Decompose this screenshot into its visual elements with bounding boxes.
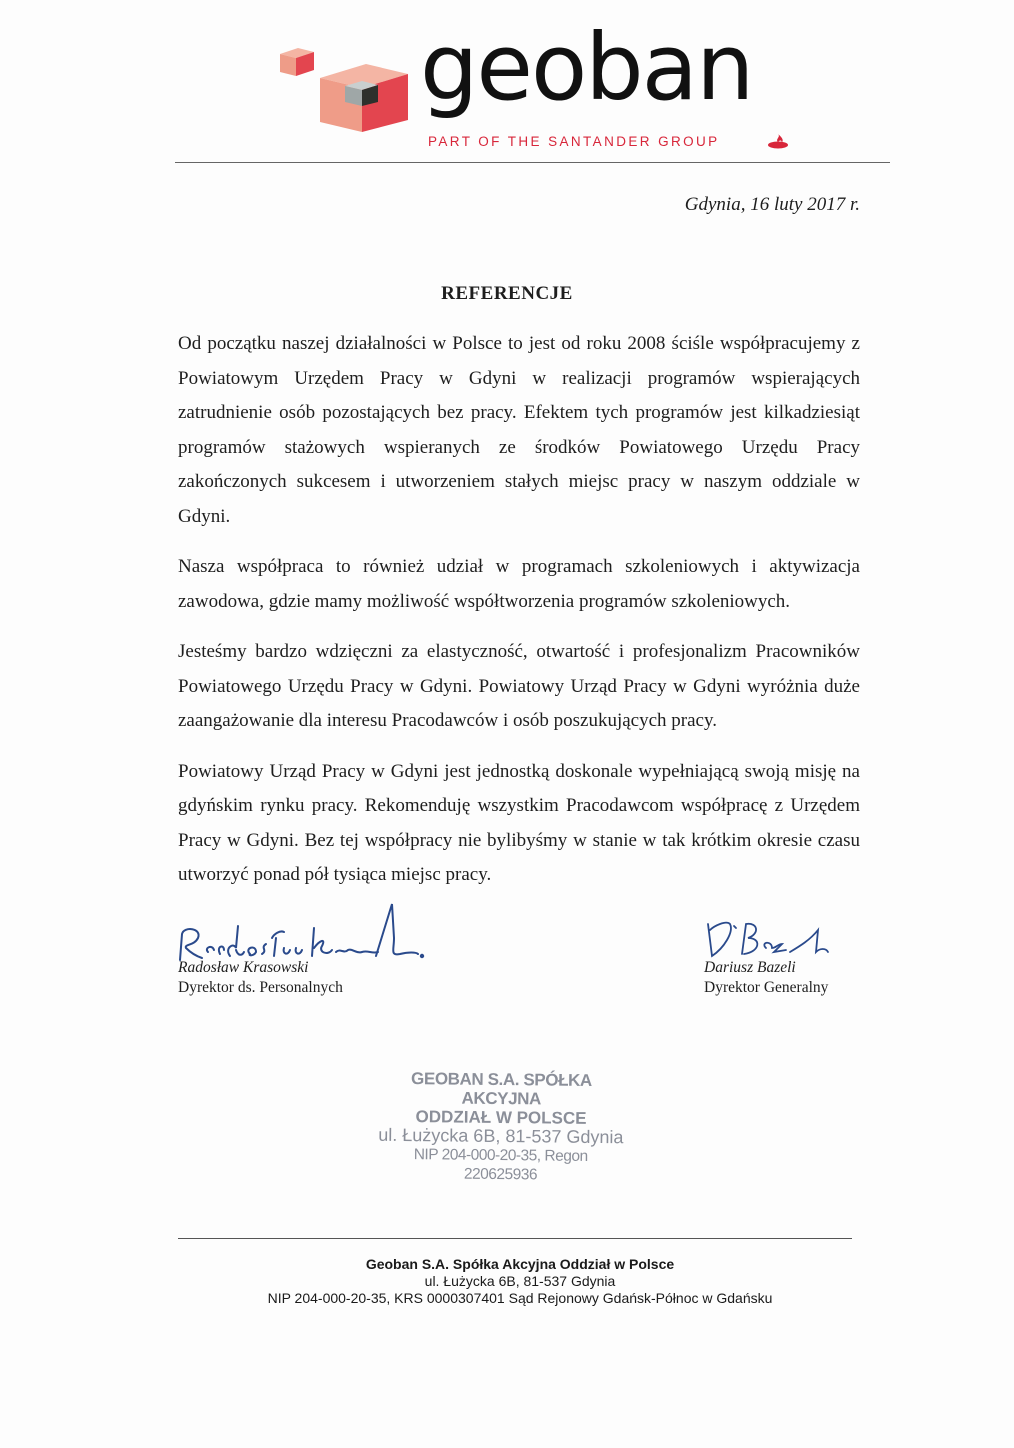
footer xyxy=(0,1256,1014,1307)
cubes-logo-icon xyxy=(270,36,410,136)
signature-bazeli xyxy=(700,918,850,960)
stamp-line: ul. Łużycka 6B, 81-537 Gdynia xyxy=(378,1124,624,1148)
company-stamp xyxy=(375,1069,626,1186)
logo-tagline: PART OF THE SANTANDER GROUP xyxy=(428,134,720,149)
signatory-name: Radosław Krasowski xyxy=(178,959,309,976)
signatory-role: Dyrektor ds. Personalnych xyxy=(178,979,343,996)
footer-registration: NIP 204-000-20-35, KRS 0000307401 Sąd Rejonowy Gdańsk-Północ w Gdańsku xyxy=(267,1290,773,1306)
document-title: REFERENCJE xyxy=(441,283,573,304)
paragraph: Jesteśmy bardzo wdzięczni za elastyczność, otwartość i profesjonalizm Pracowników Powiatowego Urzędu Pracy w Gdyni. Powiatowy Urząd Pracy w Gdyni wyróżnia duże zaangażowanie dla interesu Pracodawców i osób poszukujących pracy. xyxy=(178,641,860,731)
signatory-name: Dariusz Bazeli xyxy=(704,959,796,976)
santander-flame-icon xyxy=(767,133,789,149)
stamp-line: GEOBAN S.A. SPÓŁKA AKCYJNA xyxy=(411,1069,592,1109)
footer-address: ul. Łużycka 6B, 81-537 Gdynia xyxy=(424,1273,616,1289)
stamp-line: ODDZIAŁ W POLSCE xyxy=(415,1107,587,1128)
paragraph: Nasza współpraca to również udział w programach szkoleniowych i aktywizacja zawodowa, gdzie mamy możliwość współtworzenia programów szkoleniowych. xyxy=(178,556,860,612)
paragraph: Od początku naszej działalności w Polsce to jest od roku 2008 ściśle współpracujemy z Powiatowym Urzędem Pracy w Gdyni w realizacji programów wspierających zatrudnienie osób pozostających bez pracy. Efektem tych programów jest kilkadziesiąt programów stażowych wspieranych ze środków Powiatowego Urzędu Pracy zakończonych sukcesem i utworzeniem stałych miejsc pracy w naszym oddziale w Gdyni. xyxy=(178,333,860,527)
signatory-left xyxy=(178,958,343,998)
signatory-right xyxy=(704,958,828,998)
signatory-role: Dyrektor Generalny xyxy=(704,979,829,996)
geoban-logo xyxy=(270,14,810,156)
letter-body xyxy=(178,327,860,909)
paragraph: Powiatowy Urząd Pracy w Gdyni jest jednostką doskonale wypełniającą swoją misję na gdyńskim rynku pracy. Rekomenduję wszystkim Pracodawcom współpracę z Urzędem Pracy w Gdyni. Bez tej współpracy nie bylibyśmy w stanie w tak krótkim okresie czasu utworzyć ponad pół tysiąca miejsc pracy. xyxy=(178,760,860,885)
stamp-line: NIP 204-000-20-35, Regon 220625936 xyxy=(413,1146,588,1184)
header-divider xyxy=(175,162,890,163)
logo-wordmark: geoban xyxy=(420,14,753,121)
footer-company: Geoban S.A. Spółka Akcyjna Oddział w Polsce xyxy=(365,1256,675,1272)
date-line: Gdynia, 16 luty 2017 r. xyxy=(684,194,860,215)
footer-divider xyxy=(178,1238,852,1239)
